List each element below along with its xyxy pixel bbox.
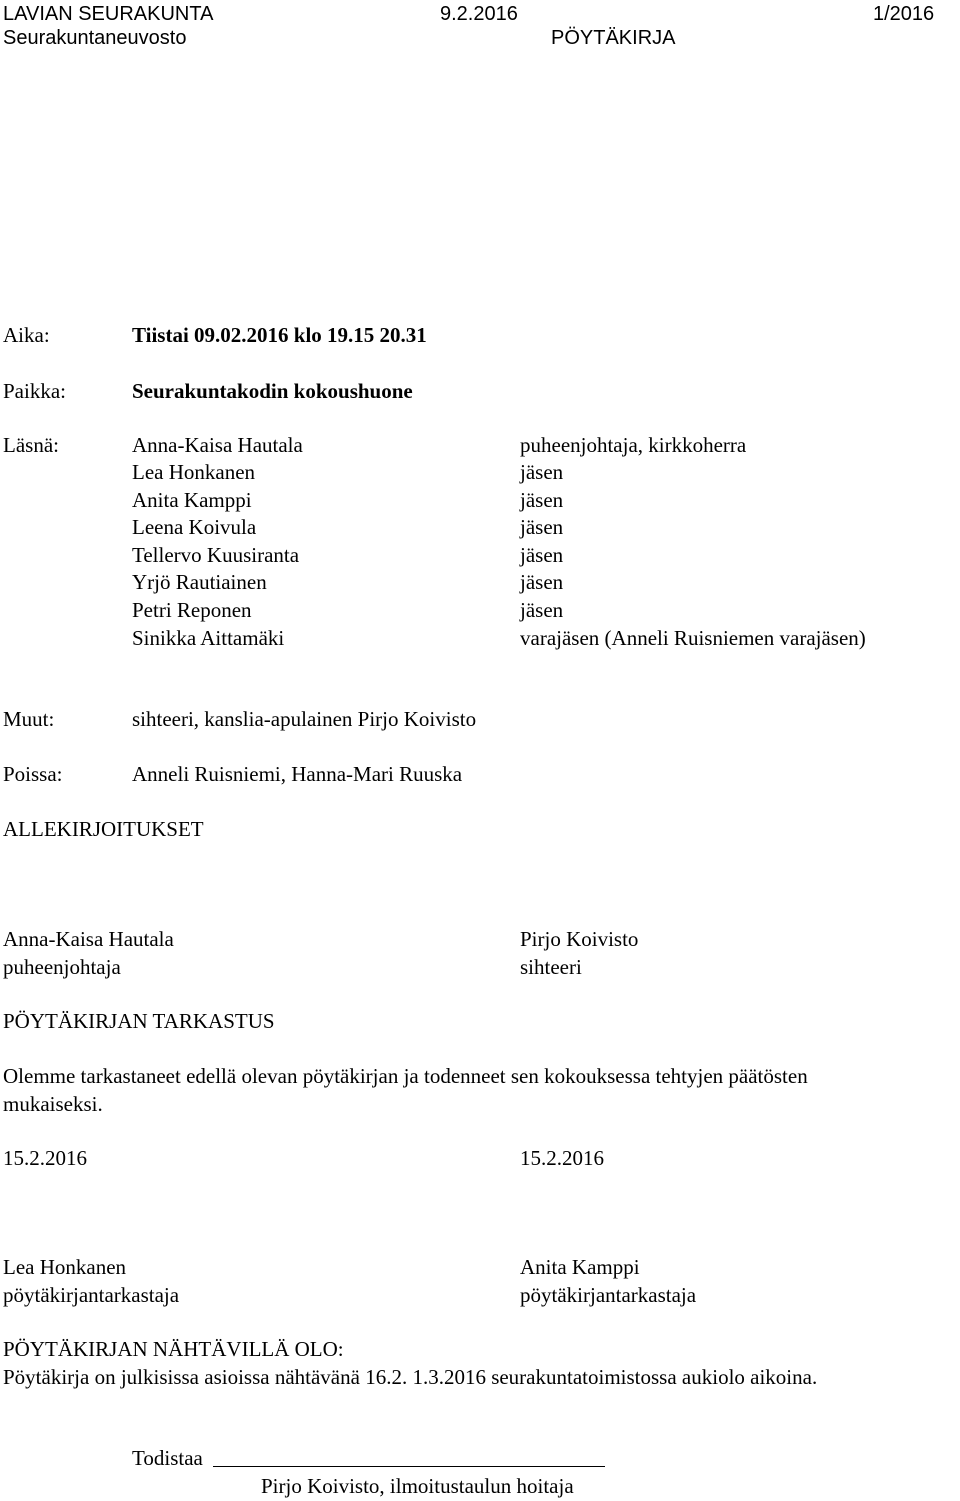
place-label: Paikka: <box>3 379 66 403</box>
member-role: jäsen <box>520 515 564 539</box>
member-role: jäsen <box>520 488 564 512</box>
display-heading: PÖYTÄKIRJAN NÄHTÄVILLÄ OLO: <box>3 1337 344 1361</box>
others-label: Muut: <box>3 707 55 731</box>
reviewer-left-name: Lea Honkanen <box>3 1255 127 1279</box>
member-role: jäsen <box>520 570 564 594</box>
member-role: jäsen <box>520 598 564 622</box>
reviewer-right-name: Anita Kamppi <box>520 1255 640 1279</box>
header-date: 9.2.2016 <box>440 3 518 25</box>
member-role: jäsen <box>520 543 564 567</box>
member-name: Anna-Kaisa Hautala <box>132 433 303 457</box>
absent-value: Anneli Ruisniemi, Hanna-Mari Ruuska <box>132 762 463 786</box>
time-value: Tiistai 09.02.2016 klo 19.15 20.31 <box>132 323 427 347</box>
attest-label: Todistaa <box>132 1446 203 1470</box>
attest-name: Pirjo Koivisto, ilmoitustaulun hoitaja <box>261 1474 574 1498</box>
signatures-heading: ALLEKIRJOITUKSET <box>3 817 204 841</box>
member-name: Petri Reponen <box>132 598 252 622</box>
review-statement-line1: Olemme tarkastaneet edellä olevan pöytäkirjan ja todenneet sen kokouksessa tehtyjen päätösten <box>3 1064 808 1088</box>
member-name: Sinikka Aittamäki <box>132 626 285 650</box>
absent-label: Poissa: <box>3 762 63 786</box>
member-role: puheenjohtaja, kirkkoherra <box>520 433 747 457</box>
member-name: Tellervo Kuusiranta <box>132 543 300 567</box>
signature-line <box>213 1466 605 1467</box>
review-statement-line2: mukaiseksi. <box>3 1092 103 1116</box>
member-role: jäsen <box>520 460 564 484</box>
review-right-date: 15.2.2016 <box>520 1146 604 1170</box>
header-body-name: Seurakuntaneuvosto <box>3 27 187 49</box>
review-heading: PÖYTÄKIRJAN TARKASTUS <box>3 1009 275 1033</box>
present-label: Läsnä: <box>3 433 59 457</box>
reviewer-left-role: pöytäkirjantarkastaja <box>3 1283 180 1307</box>
header-page-number: 1/2016 <box>873 3 935 25</box>
place-value: Seurakuntakodin kokoushuone <box>132 379 413 403</box>
time-label: Aika: <box>3 323 50 347</box>
header-doc-type: PÖYTÄKIRJA <box>551 27 676 49</box>
signer-left-role: puheenjohtaja <box>3 955 121 979</box>
display-text: Pöytäkirja on julkisissa asioissa nähtävänä 16.2. 1.3.2016 seurakuntatoimistossa aukiolo aikoina. <box>3 1365 818 1389</box>
member-name: Lea Honkanen <box>132 460 256 484</box>
reviewer-right-role: pöytäkirjantarkastaja <box>520 1283 697 1307</box>
member-name: Yrjö Rautiainen <box>132 570 267 594</box>
signer-left-name: Anna-Kaisa Hautala <box>3 927 174 951</box>
member-name: Anita Kamppi <box>132 488 252 512</box>
review-left-date: 15.2.2016 <box>3 1146 87 1170</box>
header-org: LAVIAN SEURAKUNTA <box>3 3 214 25</box>
others-value: sihteeri, kanslia-apulainen Pirjo Koivisto <box>132 707 477 731</box>
signer-right-role: sihteeri <box>520 955 582 979</box>
member-role: varajäsen (Anneli Ruisniemen varajäsen) <box>520 626 866 650</box>
signer-right-name: Pirjo Koivisto <box>520 927 639 951</box>
member-name: Leena Koivula <box>132 515 257 539</box>
